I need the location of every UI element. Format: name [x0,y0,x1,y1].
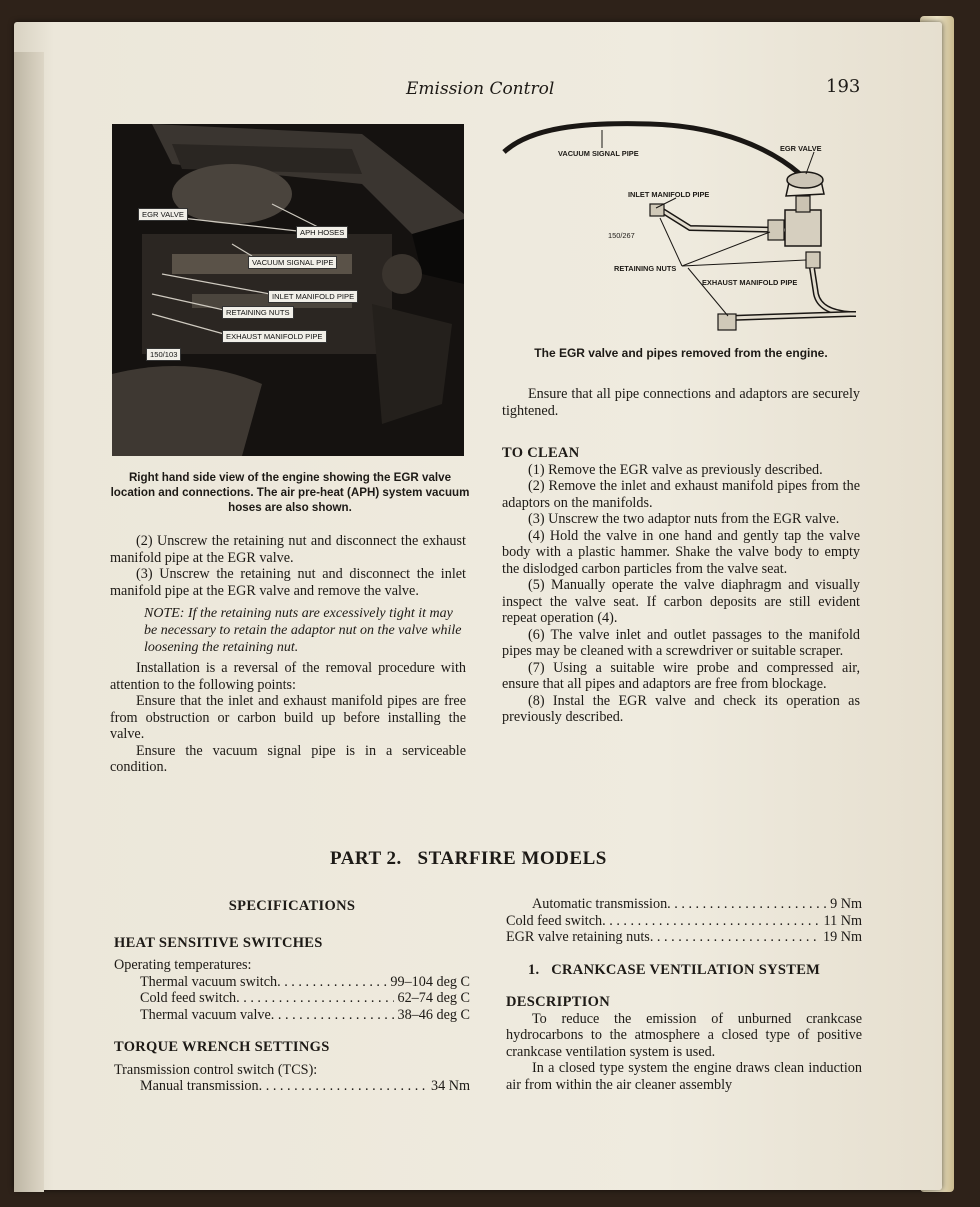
paragraph: (2) Unscrew the retaining nut and disconnect the exhaust manifold pipe at the EGR valve. [110,533,466,566]
diagram-label-retaining-nuts: RETAINING NUTS [614,264,677,273]
spec-value: 34 Nm [430,1078,470,1094]
spec-value: 19 Nm [822,929,862,945]
page-number: 193 [826,76,861,97]
engine-photo-caption: Right hand side view of the engine showing the EGR valve location and connections. The air pre-heat (APH) system vacuum hoses are also shown. [110,471,470,514]
spec-row [114,990,470,1007]
heat-switches-heading: HEAT SENSITIVE SWITCHES [114,934,323,951]
photo-label-inlet-manifold-pipe: INLET MANIFOLD PIPE [268,290,358,303]
step: (4) Hold the valve in one hand and gently tap the valve body with a plastic hammer. Shake the valve body to empty the dislodged carbon particles from the valve seat. [502,527,860,577]
egr-diagram [500,118,862,340]
engine-photo [112,124,464,456]
photo-ref-number: 150/103 [146,348,181,361]
egr-diagram-caption: The EGR valve and pipes removed from the engine. [534,346,828,360]
step: (6) The valve inlet and outlet passages to the manifold pipes may be cleaned with a screwdriver or suitable scraper. [502,626,860,659]
diagram-label-exhaust-manifold-pipe: EXHAUST MANIFOLD PIPE [702,278,798,287]
dot-leader [259,1078,428,1095]
step: (7) Using a suitable wire probe and compressed air, ensure that all pipes and adaptors are free from blockage. [502,659,860,692]
diagram-label-egr-valve: EGR VALVE [780,144,822,153]
dot-leader [667,896,827,913]
spec-value: 9 Nm [830,896,862,912]
specifications-continued [506,896,862,1093]
note: NOTE: If the retaining nuts are excessively tight it may be necessary to retain the adaptor nut on the valve while loosening the retaining nut. [144,606,462,655]
page-gutter [14,52,44,1192]
photo-label-vacuum-signal-pipe: VACUUM SIGNAL PIPE [248,256,337,269]
paragraph: To reduce the emission of unburned crankcase hydrocarbons to the atmosphere a closed type of positive crankcase ventilation system is used. [506,1010,862,1060]
dot-leader [650,929,820,946]
paragraph: Installation is a reversal of the removal procedure with attention to the following points: [110,660,466,693]
spec-label: Thermal vacuum valve [140,1006,271,1023]
spec-row [114,1078,470,1095]
tcs-label: Transmission control switch (TCS): [114,1061,318,1078]
spec-value: 38–46 deg C [397,1006,470,1023]
photo-label-egr-valve: EGR VALVE [138,208,188,221]
diagram-label-vacuum-signal-pipe: VACUUM SIGNAL PIPE [558,149,639,158]
crankcase-heading: 1. CRANKCASE VENTILATION SYSTEM [528,961,821,978]
spec-row [506,913,862,930]
spec-label: Thermal vacuum switch [140,973,278,990]
step: (8) Instal the EGR valve and check its operation as previously described. [502,692,860,725]
specifications [114,898,470,1095]
photo-label-aph-hoses: APH HOSES [296,226,348,239]
spec-label: Cold feed switch [506,912,603,929]
paragraph: Ensure the vacuum signal pipe is in a serviceable condition. [110,742,466,775]
section-heading: TO CLEAN [502,445,580,461]
spec-row [114,974,470,991]
spec-value: 11 Nm [823,912,862,929]
photo-label-retaining-nuts: RETAINING NUTS [222,306,294,319]
dot-leader [602,913,820,930]
step: (1) Remove the EGR valve as previously described. [528,461,823,478]
spec-value: 99–104 deg C [390,973,470,990]
step: (3) Unscrew the two adaptor nuts from the EGR valve. [528,511,840,527]
spec-label: Automatic transmission [532,896,668,912]
paragraph: Ensure that all pipe connections and adaptors are securely tightened. [502,386,860,419]
paragraph: (3) Unscrew the retaining nut and disconnect the inlet manifold pipe at the EGR valve and remove the valve. [110,566,466,599]
specifications-title: SPECIFICATIONS [228,898,356,914]
spec-row [506,929,862,946]
description-heading: DESCRIPTION [506,994,611,1010]
right-column [502,386,860,726]
step: (2) Remove the inlet and exhaust manifold pipes from the adaptors on the manifolds. [502,478,860,511]
torque-settings-heading: TORQUE WRENCH SETTINGS [114,1039,330,1055]
part-title: PART 2. STARFIRE MODELS [330,848,607,869]
spec-value: 62–74 deg C [397,990,470,1006]
photo-label-exhaust-manifold-pipe: EXHAUST MANIFOLD PIPE [222,330,327,343]
dot-leader [236,990,394,1007]
paragraph: In a closed type system the engine draws clean induction air from within the air cleaner assembly [506,1060,862,1093]
diagram-label-inlet-manifold-pipe: INLET MANIFOLD PIPE [628,190,710,199]
dot-leader [277,974,387,991]
running-header: Emission Control [406,79,555,99]
spec-row [506,896,862,913]
spec-label: Cold feed switch [140,990,237,1006]
spec-label: EGR valve retaining nuts [506,929,650,945]
spec-label: Manual transmission [140,1078,259,1094]
diagram-ref-number: 150/267 [608,231,635,240]
paragraph: Ensure that the inlet and exhaust manifold pipes are free from obstruction or carbon build up before installing the valve. [110,693,466,742]
operating-temperatures-label: Operating temperatures: [114,957,252,973]
dot-leader [271,1007,395,1024]
step: (5) Manually operate the valve diaphragm and visually inspect the valve seat. If carbon deposits are still evident repeat operation (4). [502,577,860,626]
left-column [110,533,466,776]
spec-row [114,1007,470,1024]
